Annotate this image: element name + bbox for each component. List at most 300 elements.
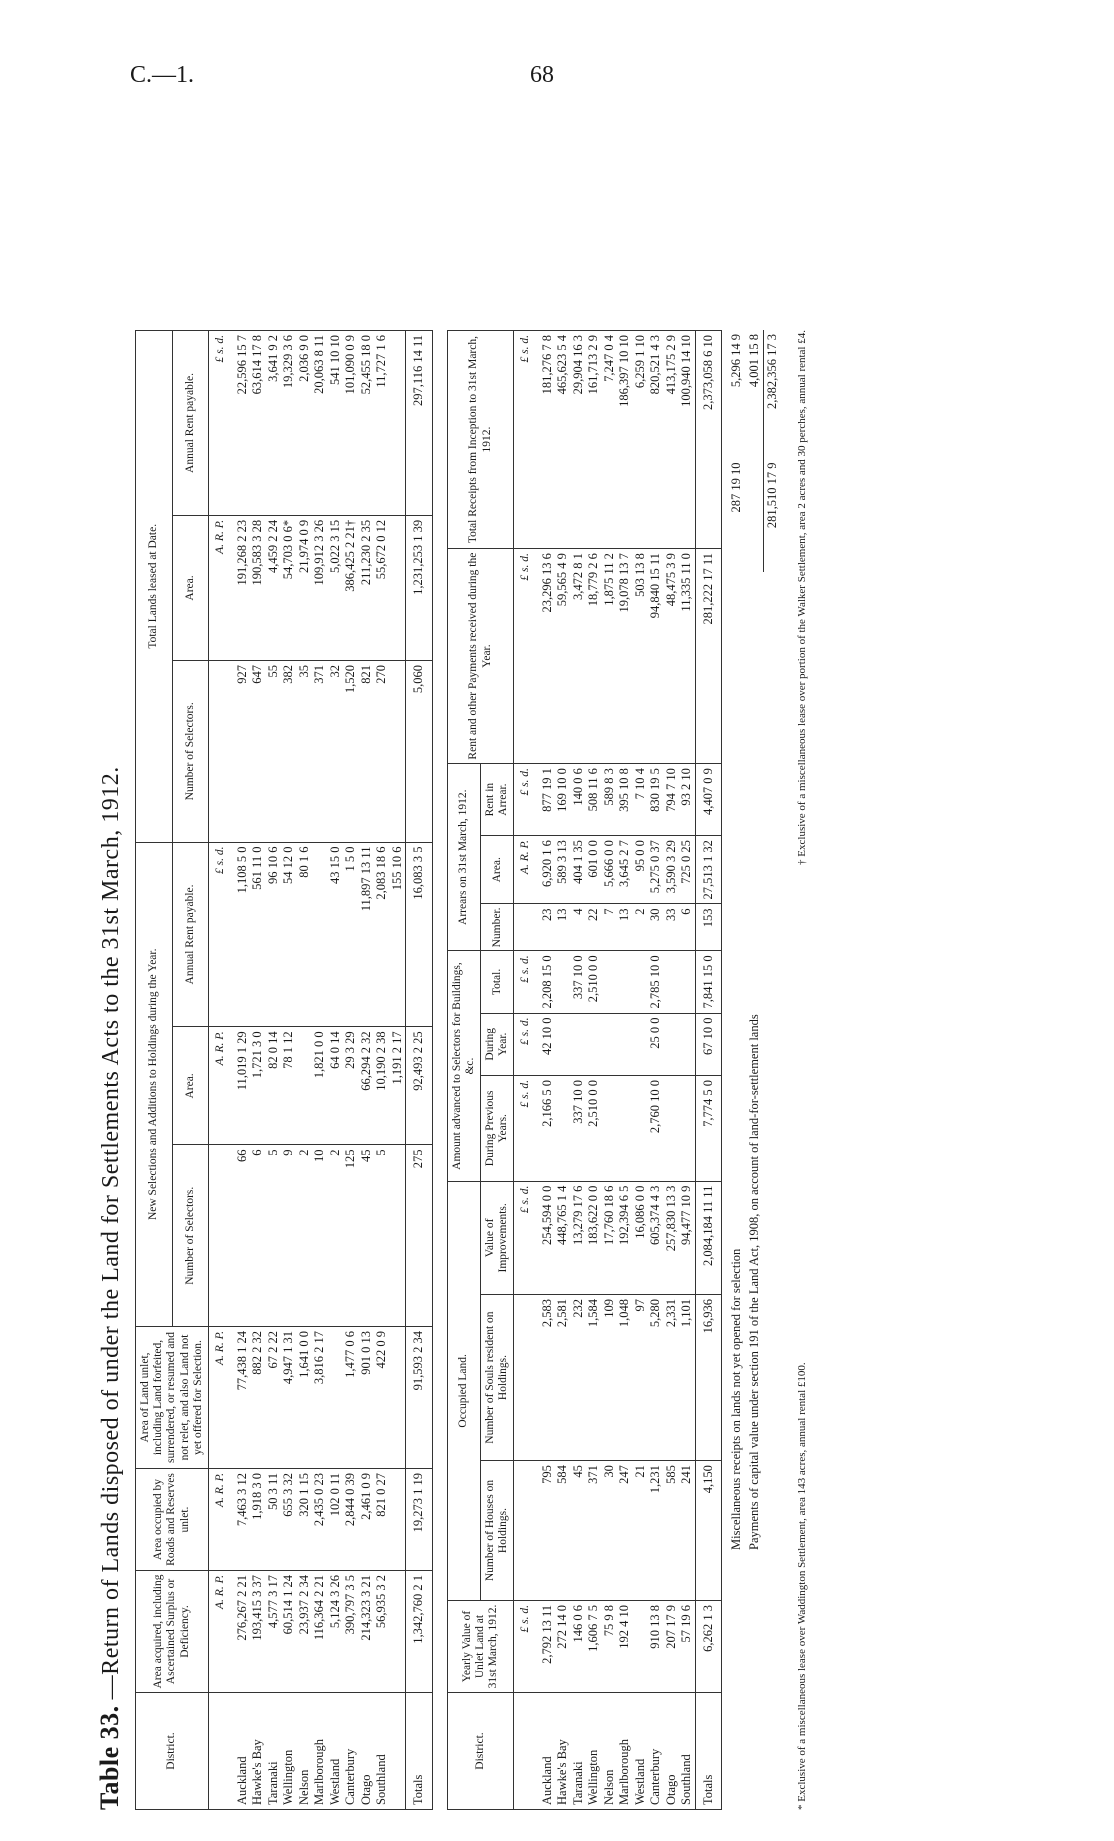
cell-arr_area: 589 3 13 <box>555 836 571 904</box>
cell-improvements: 257,830 13 3 <box>664 1181 680 1294</box>
cell-yearly: 192 4 10 <box>617 1601 633 1693</box>
table-land-selections <box>135 330 433 1810</box>
cell-district: Hawke's Bay <box>250 1693 266 1810</box>
cell-souls: 109 <box>602 1295 618 1461</box>
cell-during <box>679 1013 695 1076</box>
total-arr_rent: 4,407 0 9 <box>695 764 722 836</box>
cell-tot_area: 5,022 3 15 <box>328 515 344 660</box>
cell-unlet: 1,641 0 0 <box>297 1327 313 1469</box>
cell-tot_number: 1,520 <box>343 661 359 843</box>
cell-unlet: 77,438 1 24 <box>229 1327 251 1469</box>
cell-during: 25 0 0 <box>648 1013 664 1076</box>
cell-yearly: 75 9 8 <box>602 1601 618 1693</box>
cell-tot_rent: 19,329 3 6 <box>281 331 297 516</box>
cell-prev: 337 10 0 <box>571 1076 587 1182</box>
cell-acquired: 276,267 2 21 <box>229 1571 251 1693</box>
cell-during: 42 10 0 <box>534 1013 556 1076</box>
cell-souls: 1,101 <box>679 1295 695 1461</box>
cell-roads: 50 3 11 <box>266 1469 282 1571</box>
cell-new_rent: 11,897 13 11 <box>359 842 375 1027</box>
col2-district: District. <box>447 1693 514 1810</box>
cell-district <box>390 1693 406 1810</box>
cell-yearly: 146 0 6 <box>571 1601 587 1693</box>
cell-arr_number: 30 <box>648 904 664 951</box>
cell-arr_rent: 877 19 1 <box>534 764 556 836</box>
unit-cell-tot_number <box>209 661 229 843</box>
cell-new_rent: 2,083 18 6 <box>374 842 390 1027</box>
cell-arr_rent: 93 2 10 <box>679 764 695 836</box>
table-row <box>229 331 251 1810</box>
cell-arr_number: 7 <box>602 904 618 951</box>
cell-during <box>555 1013 571 1076</box>
cell-houses: 1,231 <box>648 1461 664 1601</box>
cell-tot_area: 55,672 0 12 <box>374 515 390 660</box>
total-total: 7,841 15 0 <box>695 951 722 1013</box>
cell-arr_rent: 508 11 6 <box>586 764 602 836</box>
cell-unlet: 882 2 32 <box>250 1327 266 1469</box>
cell-arr_rent: 169 10 0 <box>555 764 571 836</box>
cell-prev: 2,760 10 0 <box>648 1076 664 1182</box>
page-header-left: C.—1. <box>130 62 195 88</box>
unit-cell-arr_number <box>514 904 534 951</box>
cell-district: Hawke's Bay <box>555 1693 571 1810</box>
cell-arr_rent: 589 8 3 <box>602 764 618 836</box>
cell-improvements: 16,086 0 0 <box>633 1181 649 1294</box>
total-new_number: 275 <box>406 1145 433 1327</box>
col-tot-number: Number of Selectors. <box>172 661 209 843</box>
col-new-area: Area. <box>172 1027 209 1145</box>
total-houses: 4,150 <box>695 1461 722 1601</box>
table-row <box>266 331 282 1810</box>
col2-total: Total. <box>481 951 514 1013</box>
cell-receipts: 29,904 16 3 <box>571 331 587 549</box>
unit-cell-tot_rent: £ s. d. <box>209 331 229 516</box>
cell-houses: 241 <box>679 1461 695 1601</box>
cell-arr_rent: 140 0 6 <box>571 764 587 836</box>
unit-cell-improvements: £ s. d. <box>514 1181 534 1294</box>
total-unlet: 91,593 2 34 <box>406 1327 433 1469</box>
cell-arr_area: 3,645 2 7 <box>617 836 633 904</box>
cell-prev <box>679 1076 695 1182</box>
cell-arr_rent: 830 19 5 <box>648 764 664 836</box>
cell-arr_number: 4 <box>571 904 587 951</box>
cell-roads <box>390 1469 406 1571</box>
total-during: 67 10 0 <box>695 1013 722 1076</box>
unit-cell-acquired: A. R. P. <box>209 1571 229 1693</box>
col-new-number: Number of Selectors. <box>172 1145 209 1327</box>
cell-arr_area: 725 0 25 <box>679 836 695 904</box>
cell-arr_number: 23 <box>534 904 556 951</box>
cell-tot_number: 821 <box>359 661 375 843</box>
cell-payments: 59,565 4 9 <box>555 549 571 764</box>
cell-district: Taranaki <box>571 1693 587 1810</box>
cell-acquired: 4,577 3 17 <box>266 1571 282 1693</box>
cell-new_number: 45 <box>359 1145 375 1327</box>
cell-roads: 102 0 11 <box>328 1469 344 1571</box>
cell-improvements: 13,279 17 6 <box>571 1181 587 1294</box>
cell-roads: 2,844 0 39 <box>343 1469 359 1571</box>
unit-cell-during: £ s. d. <box>514 1013 534 1076</box>
cell-tot_number: 270 <box>374 661 390 843</box>
cell-district: Westland <box>328 1693 344 1810</box>
cell-souls: 2,581 <box>555 1295 571 1461</box>
cell-receipts: 181,276 7 8 <box>534 331 556 549</box>
col2-prev: During Previous Years. <box>481 1076 514 1182</box>
cell-acquired: 116,364 2 21 <box>312 1571 328 1693</box>
cell-houses: 21 <box>633 1461 649 1601</box>
table-row <box>555 331 571 1810</box>
unit-cell-unlet: A. R. P. <box>209 1327 229 1469</box>
cell-unlet: 67 2 22 <box>266 1327 282 1469</box>
cell-tot_rent: 11,727 1 6 <box>374 331 390 516</box>
cell-yearly: 2,792 13 11 <box>534 1601 556 1693</box>
total-prev: 7,774 5 0 <box>695 1076 722 1182</box>
cell-arr_rent: 7 10 4 <box>633 764 649 836</box>
group-arrears: Arrears on 31st March, 1912. <box>447 764 480 951</box>
cell-acquired: 193,415 3 37 <box>250 1571 266 1693</box>
table-row <box>633 331 649 1810</box>
page-number: 68 <box>530 62 554 88</box>
cell-arr_area: 95 0 0 <box>633 836 649 904</box>
total-arr_number: 153 <box>695 904 722 951</box>
cell-acquired: 23,937 2 34 <box>297 1571 313 1693</box>
table-row <box>648 331 664 1810</box>
table-row <box>359 331 375 1810</box>
col2-improvements: Value of Improvements. <box>481 1181 514 1294</box>
cell-total: 337 10 0 <box>571 951 587 1013</box>
cell-houses: 371 <box>586 1461 602 1601</box>
unit-cell-district <box>514 1693 534 1810</box>
cell-tot_rent: 20,063 8 11 <box>312 331 328 516</box>
cell-total <box>664 951 680 1013</box>
cell-district: Marlborough <box>617 1693 633 1810</box>
cell-arr_rent: 794 7 10 <box>664 764 680 836</box>
cell-new_number: 66 <box>229 1145 251 1327</box>
unit-cell-receipts: £ s. d. <box>514 331 534 549</box>
cell-arr_area: 404 1 35 <box>571 836 587 904</box>
cell-prev: 2,510 0 0 <box>586 1076 602 1182</box>
cell-souls: 232 <box>571 1295 587 1461</box>
cell-acquired <box>390 1571 406 1693</box>
total-receipts: 2,373,058 6 10 <box>695 331 722 549</box>
cell-arr_rent: 395 10 8 <box>617 764 633 836</box>
cell-district: Southland <box>374 1693 390 1810</box>
cell-tot_area: 54,703 0 6* <box>281 515 297 660</box>
cell-during <box>664 1013 680 1076</box>
cell-unlet: 422 0 9 <box>374 1327 390 1469</box>
cell-new_area: 64 0 14 <box>328 1027 344 1145</box>
cell-arr_area: 601 0 0 <box>586 836 602 904</box>
cell-new_area <box>297 1027 313 1145</box>
cell-tot_number: 55 <box>266 661 282 843</box>
cell-roads: 2,435 0 23 <box>312 1469 328 1571</box>
cell-total <box>602 951 618 1013</box>
cell-unlet: 3,816 2 17 <box>312 1327 328 1469</box>
cell-souls: 1,048 <box>617 1295 633 1461</box>
col-unlet: Area of Land unlet, including Land forfeited, surrendered, or resumed and not relet, and also Land not yet offered for Selection. <box>136 1327 209 1469</box>
cell-total <box>633 951 649 1013</box>
cell-new_area: 29 3 29 <box>343 1027 359 1145</box>
misc-receipts: 4,001 15 8 <box>746 334 761 388</box>
cell-prev <box>617 1076 633 1182</box>
unit-cell-arr_area: A. R. P. <box>514 836 534 904</box>
col-district: District. <box>136 1693 209 1810</box>
col2-arr-number: Number. <box>481 904 514 951</box>
cell-new_number: 5 <box>374 1145 390 1327</box>
cell-tot_number: 647 <box>250 661 266 843</box>
cell-houses: 247 <box>617 1461 633 1601</box>
unit-cell-roads: A. R. P. <box>209 1469 229 1571</box>
cell-improvements: 17,760 18 6 <box>602 1181 618 1294</box>
cell-during <box>617 1013 633 1076</box>
cell-district: Otago <box>359 1693 375 1810</box>
table-row <box>374 331 390 1810</box>
col-roads: Area occupied by Roads and Reserves unlet. <box>136 1469 209 1571</box>
cell-during <box>633 1013 649 1076</box>
col-tot-area: Area. <box>172 515 209 660</box>
table-row-extra <box>390 331 406 1810</box>
cell-new_number: 10 <box>312 1145 328 1327</box>
unit-cell-district <box>209 1693 229 1810</box>
cell-yearly <box>633 1601 649 1693</box>
cell-arr_number: 13 <box>555 904 571 951</box>
totals-row <box>406 331 433 1810</box>
table-occupied-arrears <box>447 330 723 1810</box>
cell-improvements: 254,594 0 0 <box>534 1181 556 1294</box>
cell-payments: 23,296 13 6 <box>534 549 556 764</box>
cell-tot_number: 32 <box>328 661 344 843</box>
cell-tot_area <box>390 515 406 660</box>
unit-row <box>209 331 229 1810</box>
cell-arr_number: 13 <box>617 904 633 951</box>
misc-receipts: 5,296 14 9 <box>729 334 744 388</box>
table-row <box>343 331 359 1810</box>
unit-cell-arr_rent: £ s. d. <box>514 764 534 836</box>
col-new-rent: Annual Rent payable. <box>172 842 209 1027</box>
cell-roads: 7,463 3 12 <box>229 1469 251 1571</box>
misc-payments: 287 19 10 <box>729 462 744 513</box>
cell-district: Otago <box>664 1693 680 1810</box>
cell-receipts: 6,259 1 10 <box>633 331 649 549</box>
cell-total <box>617 951 633 1013</box>
cell-total <box>555 951 571 1013</box>
cell-tot_area: 386,425 2 21† <box>343 515 359 660</box>
misc-row <box>746 330 764 1810</box>
cell-tot_area: 190,583 3 28 <box>250 515 266 660</box>
cell-during <box>586 1013 602 1076</box>
cell-roads: 655 3 32 <box>281 1469 297 1571</box>
table-row <box>571 331 587 1810</box>
cell-acquired: 390,797 3 5 <box>343 1571 359 1693</box>
table-row <box>328 331 344 1810</box>
grand-label <box>764 572 782 1810</box>
cell-yearly: 1,606 7 5 <box>586 1601 602 1693</box>
unit-cell-prev: £ s. d. <box>514 1076 534 1182</box>
cell-district: Nelson <box>297 1693 313 1810</box>
cell-new_area: 11,019 1 29 <box>229 1027 251 1145</box>
cell-souls: 2,331 <box>664 1295 680 1461</box>
total-new_area: 92,493 2 25 <box>406 1027 433 1145</box>
cell-new_number: 2 <box>328 1145 344 1327</box>
total-roads: 19,273 1 19 <box>406 1469 433 1571</box>
total-improvements: 2,084,184 11 11 <box>695 1181 722 1294</box>
cell-tot_rent <box>390 331 406 516</box>
cell-receipts: 186,397 10 10 <box>617 331 633 549</box>
cell-during <box>602 1013 618 1076</box>
cell-improvements: 183,622 0 0 <box>586 1181 602 1294</box>
cell-new_rent: 96 10 6 <box>266 842 282 1027</box>
group-advanced: Amount advanced to Selectors for Buildings, &c. <box>447 951 480 1181</box>
cell-new_number <box>390 1145 406 1327</box>
cell-improvements: 192,394 6 5 <box>617 1181 633 1294</box>
cell-new_rent: 1 5 0 <box>343 842 359 1027</box>
cell-roads: 1,918 3 0 <box>250 1469 266 1571</box>
cell-tot_rent: 541 10 10 <box>328 331 344 516</box>
cell-payments: 503 13 8 <box>633 549 649 764</box>
table-row <box>602 331 618 1810</box>
cell-total: 2,785 10 0 <box>648 951 664 1013</box>
group-occupied: Occupied Land. <box>447 1181 480 1600</box>
cell-souls: 97 <box>633 1295 649 1461</box>
unit-cell-tot_area: A. R. P. <box>209 515 229 660</box>
total-district: Totals <box>406 1693 433 1810</box>
cell-souls: 1,584 <box>586 1295 602 1461</box>
unit-cell-total: £ s. d. <box>514 951 534 1013</box>
cell-new_number: 9 <box>281 1145 297 1327</box>
cell-new_rent: 1,108 5 0 <box>229 842 251 1027</box>
cell-tot_area: 21,974 0 9 <box>297 515 313 660</box>
cell-tot_rent: 101,090 0 9 <box>343 331 359 516</box>
cell-district: Taranaki <box>266 1693 282 1810</box>
cell-tot_number: 382 <box>281 661 297 843</box>
misc-receipts <box>728 330 782 1810</box>
cell-improvements: 94,477 10 9 <box>679 1181 695 1294</box>
col-tot-rent: Annual Rent payable. <box>172 331 209 516</box>
group-new-selections: New Selections and Additions to Holdings during the Year. <box>136 842 173 1326</box>
footnote-dagger: † Exclusive of a miscellaneous lease over portion of the Walker Settlement, area 2 acres and 30 perches, annual rental £4. <box>795 330 808 865</box>
cell-payments: 48,475 3 9 <box>664 549 680 764</box>
cell-new_area: 10,190 2 38 <box>374 1027 390 1145</box>
total-tot_number: 5,060 <box>406 661 433 843</box>
total-arr_area: 27,513 1 32 <box>695 836 722 904</box>
cell-new_area: 66,294 2 32 <box>359 1027 375 1145</box>
cell-payments: 94,840 15 11 <box>648 549 664 764</box>
cell-yearly: 272 14 0 <box>555 1601 571 1693</box>
cell-tot_rent: 22,596 15 7 <box>229 331 251 516</box>
cell-new_rent: 155 10 6 <box>390 842 406 1027</box>
unit-cell-payments: £ s. d. <box>514 549 534 764</box>
unit-cell-new_area: A. R. P. <box>209 1027 229 1145</box>
cell-district: Marlborough <box>312 1693 328 1810</box>
cell-total: 2,208 15 0 <box>534 951 556 1013</box>
cell-tot_area: 191,268 2 23 <box>229 515 251 660</box>
col2-receipts: Total Receipts from Inception to 31st March, 1912. <box>447 331 514 549</box>
cell-tot_rent: 52,455 18 0 <box>359 331 375 516</box>
total-payments: 281,222 17 11 <box>695 549 722 764</box>
cell-souls: 2,583 <box>534 1295 556 1461</box>
cell-arr_number: 6 <box>679 904 695 951</box>
total-souls: 16,936 <box>695 1295 722 1461</box>
cell-district: Canterbury <box>343 1693 359 1810</box>
col2-payments: Rent and other Payments received during the Year. <box>447 549 514 764</box>
cell-district: Westland <box>633 1693 649 1810</box>
cell-new_rent: 54 12 0 <box>281 842 297 1027</box>
cell-yearly: 57 19 6 <box>679 1601 695 1693</box>
grand-total-row <box>764 330 782 1810</box>
grand-receipts: 2,382,356 17 3 <box>764 330 782 458</box>
table-row <box>617 331 633 1810</box>
misc-row <box>728 330 746 1810</box>
total-district: Totals <box>695 1693 722 1810</box>
cell-tot_rent: 3,641 9 2 <box>266 331 282 516</box>
total-new_rent: 16,083 3 5 <box>406 842 433 1027</box>
cell-unlet: 901 0 13 <box>359 1327 375 1469</box>
cell-new_number: 5 <box>266 1145 282 1327</box>
cell-tot_number <box>390 661 406 843</box>
cell-district: Canterbury <box>648 1693 664 1810</box>
cell-district: Auckland <box>229 1693 251 1810</box>
cell-unlet: 1,477 0 6 <box>343 1327 359 1469</box>
cell-unlet <box>390 1327 406 1469</box>
cell-tot_area: 211,230 2 35 <box>359 515 375 660</box>
cell-arr_number: 2 <box>633 904 649 951</box>
rotated-page-content <box>95 330 1055 1810</box>
cell-receipts: 413,175 2 9 <box>664 331 680 549</box>
cell-roads: 821 0 27 <box>374 1469 390 1571</box>
cell-yearly: 207 17 9 <box>664 1601 680 1693</box>
col2-arr-rent: Rent in Arrear. <box>481 764 514 836</box>
footnote-star: * Exclusive of a miscellaneous lease over Waddington Settlement, area 143 acres, annual rental £100. <box>795 1362 808 1810</box>
cell-new_rent <box>312 842 328 1027</box>
cell-district: Nelson <box>602 1693 618 1810</box>
cell-tot_rent: 2,036 9 0 <box>297 331 313 516</box>
footnotes <box>796 330 808 1810</box>
cell-district: Wellington <box>586 1693 602 1810</box>
cell-houses: 45 <box>571 1461 587 1601</box>
table-row <box>534 331 556 1810</box>
unit-cell-new_rent: £ s. d. <box>209 842 229 1027</box>
cell-acquired: 60,514 1 24 <box>281 1571 297 1693</box>
cell-arr_area: 6,920 1 6 <box>534 836 556 904</box>
cell-arr_number: 33 <box>664 904 680 951</box>
table-row <box>312 331 328 1810</box>
cell-new_number: 2 <box>297 1145 313 1327</box>
cell-during <box>571 1013 587 1076</box>
cell-payments: 18,779 2 6 <box>586 549 602 764</box>
cell-new_number: 6 <box>250 1145 266 1327</box>
cell-prev <box>555 1076 571 1182</box>
cell-receipts: 7,247 0 4 <box>602 331 618 549</box>
cell-new_area: 78 1 12 <box>281 1027 297 1145</box>
cell-acquired: 214,323 3 21 <box>359 1571 375 1693</box>
unit-cell-yearly: £ s. d. <box>514 1601 534 1693</box>
table-row <box>250 331 266 1810</box>
total-yearly: 6,262 1 3 <box>695 1601 722 1693</box>
cell-roads: 2,461 0 9 <box>359 1469 375 1571</box>
cell-prev <box>633 1076 649 1182</box>
cell-receipts: 161,713 2 9 <box>586 331 602 549</box>
cell-souls: 5,280 <box>648 1295 664 1461</box>
total-tot_rent: 297,116 14 11 <box>406 331 433 516</box>
col2-during: During Year. <box>481 1013 514 1076</box>
cell-payments: 3,472 8 1 <box>571 549 587 764</box>
cell-total <box>679 951 695 1013</box>
cell-receipts: 465,623 5 4 <box>555 331 571 549</box>
col2-arr-area: Area. <box>481 836 514 904</box>
cell-new_rent: 561 11 0 <box>250 842 266 1027</box>
cell-houses: 795 <box>534 1461 556 1601</box>
cell-arr_area: 5,666 0 0 <box>602 836 618 904</box>
